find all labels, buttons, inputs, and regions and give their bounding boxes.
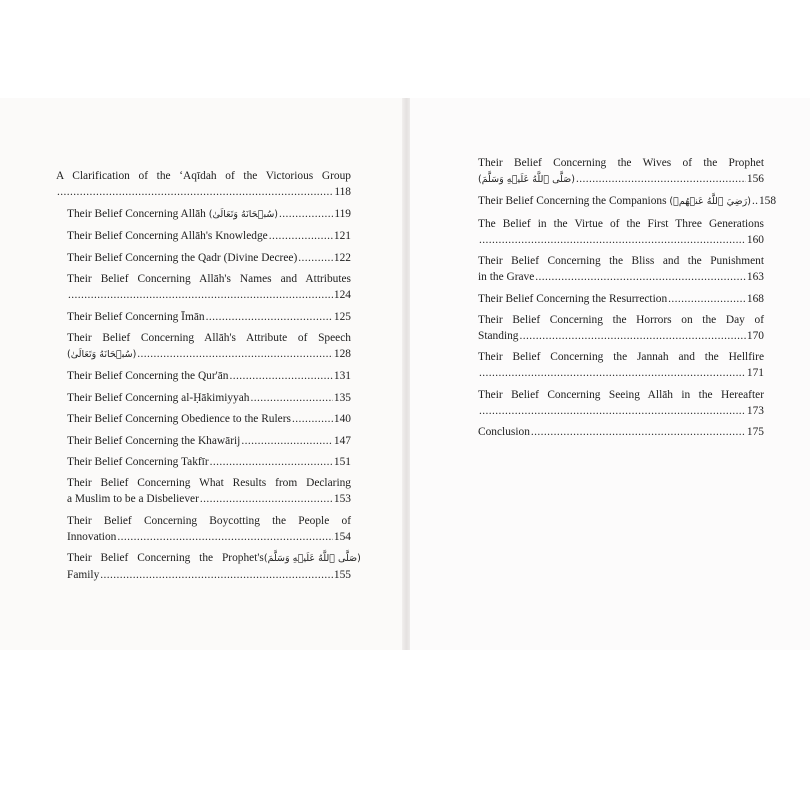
entry-title: Their Belief Concerning the Qadr (Divine Decree) [67, 251, 298, 264]
entry-title: The Belief in the Virtue of the First Three Generations [478, 217, 764, 230]
dot-leader [535, 269, 746, 285]
page-number: 154 [333, 530, 351, 543]
toc-entry [56, 454, 351, 470]
dot-leader [137, 346, 333, 362]
entry-title-continued: a Muslim to be a Disbeliever [67, 493, 199, 506]
entry-title: Their Belief Concerning the Resurrection [478, 292, 668, 305]
dot-leader [479, 365, 746, 381]
dot-leader [531, 424, 746, 440]
toc-entry [478, 349, 764, 381]
dot-leader [298, 250, 333, 266]
dot-leader [229, 368, 332, 384]
page-number: 122 [333, 251, 351, 264]
page-number: 173 [746, 404, 764, 417]
dot-leader [100, 567, 333, 583]
dot-leader [752, 193, 758, 209]
page-number: 121 [333, 230, 351, 243]
dot-leader [279, 206, 333, 222]
dot-leader [269, 228, 333, 244]
entry-title: Their Belief Concerning Takfīr [67, 455, 209, 468]
entry-title: Their Belief Concerning Allāh's Attribute of Speech [67, 331, 351, 344]
dot-leader [292, 411, 333, 427]
page-number: 168 [746, 292, 764, 305]
page-number: 155 [333, 569, 351, 582]
dot-leader [206, 309, 333, 325]
page-number: 171 [746, 367, 764, 380]
page-number: 158 [758, 195, 777, 208]
page-number: 153 [333, 493, 351, 506]
dot-leader [520, 328, 746, 344]
honorific-calligraphy: (سُبۡحَانَهُ وَتَعَالَىٰ) [208, 209, 279, 220]
entry-title-continued: Standing [478, 329, 519, 342]
toc-entry [56, 309, 351, 325]
dot-leader [57, 184, 333, 200]
entry-title: Their Belief Concerning the Wives of the Prophet [478, 157, 764, 169]
toc-entry [478, 193, 777, 210]
dot-leader [576, 171, 746, 187]
page-number: 119 [334, 208, 351, 220]
honorific-calligraphy: (رَضِيَ ٱللَّهُ عَنۡهُمۡ) [669, 196, 751, 208]
entry-title: Their Belief Concerning the Khawārij [67, 434, 241, 447]
entry-title: Their Belief Concerning Allāh [67, 208, 206, 220]
toc-entry [478, 387, 764, 419]
entry-title-continued: Family [67, 569, 100, 582]
toc-entry [56, 411, 351, 427]
left-page [0, 98, 404, 650]
entry-title: Their Belief Concerning the Prophet's [67, 552, 264, 565]
toc-entry [56, 168, 351, 200]
dot-leader [210, 454, 333, 470]
toc-entry [56, 206, 351, 223]
page-number: 128 [333, 347, 351, 360]
page-number: 163 [746, 271, 764, 284]
honorific-calligraphy: (صَلَّى ٱللَّهُ عَلَيۡهِ وَسَلَّمَ) [263, 553, 361, 565]
dot-leader [479, 232, 746, 248]
page-number: 151 [333, 455, 351, 468]
toc-entry [56, 390, 351, 406]
page-number: 124 [333, 289, 351, 302]
entry-title: Conclusion [478, 426, 530, 439]
page-number: 170 [746, 329, 764, 342]
dot-leader [68, 287, 333, 303]
entry-title: Their Belief Concerning Īmān [67, 310, 205, 323]
toc-entry [56, 228, 351, 244]
toc-entry [478, 424, 764, 440]
dot-leader [668, 291, 746, 307]
toc-entry [478, 216, 764, 248]
entry-title-continued: Innovation [67, 530, 117, 543]
dot-leader [241, 433, 333, 449]
entry-title: Their Belief Concerning the Horrors on the Day of [478, 313, 764, 326]
honorific-calligraphy: (صَلَّى ٱللَّهُ عَلَيۡهِ وَسَلَّمَ) [478, 174, 575, 185]
entry-title: Their Belief Concerning the Bliss and the Punishment [478, 255, 764, 268]
page-number: 125 [333, 310, 351, 323]
entry-title-continued: in the Grave [478, 271, 535, 284]
dot-leader [251, 390, 333, 406]
page-number: 118 [334, 186, 351, 198]
entry-title: Their Belief Concerning Obedience to the Rulers [67, 413, 291, 426]
entry-title: Their Belief Concerning Boycotting the People of [67, 514, 351, 527]
entry-title: Their Belief Concerning Allāh's Knowledge [67, 230, 268, 243]
page-number: 131 [333, 370, 351, 383]
toc-entry [478, 312, 764, 344]
dot-leader [200, 491, 333, 507]
dot-leader [479, 403, 746, 419]
toc-entry [56, 368, 351, 384]
page-number: 147 [333, 434, 351, 447]
toc-entry [56, 550, 361, 583]
entry-title: Their Belief Concerning Allāh's Names and Attributes [67, 273, 351, 286]
toc-entry [56, 475, 351, 507]
entry-title: Their Belief Concerning the Jannah and the Hellfire [478, 351, 764, 364]
page-number: 175 [746, 426, 764, 439]
page-number: 160 [746, 233, 764, 246]
honorific-calligraphy: (سُبۡحَانَهُ وَتَعَالَىٰ) [67, 348, 137, 360]
toc-entry [478, 253, 764, 285]
toc-entry [478, 155, 764, 188]
page-number: 135 [333, 391, 351, 404]
toc-right [478, 155, 777, 446]
toc-entry [56, 513, 351, 545]
entry-title: Their Belief Concerning the Companions [478, 195, 667, 208]
page-number: 140 [333, 413, 351, 426]
toc-entry [56, 271, 351, 303]
toc-left [56, 168, 361, 588]
toc-entry [56, 330, 351, 363]
toc-entry [56, 433, 351, 449]
right-page [410, 98, 810, 650]
entry-title: Their Belief Concerning al-Ḥākimiyyah [67, 391, 250, 404]
entry-title: Their Belief Concerning What Results from Declaring [67, 477, 351, 490]
entry-title: Their Belief Concerning Seeing Allāh in the Hereafter [478, 388, 764, 401]
entry-title: Their Belief Concerning the Qur'ān [67, 370, 229, 383]
page-number: 156 [746, 173, 764, 185]
entry-title: A Clarification of the ‘Aqīdah of the Victorious Group [56, 170, 351, 182]
dot-leader [117, 529, 333, 545]
toc-entry [56, 250, 351, 266]
toc-entry [478, 291, 764, 307]
